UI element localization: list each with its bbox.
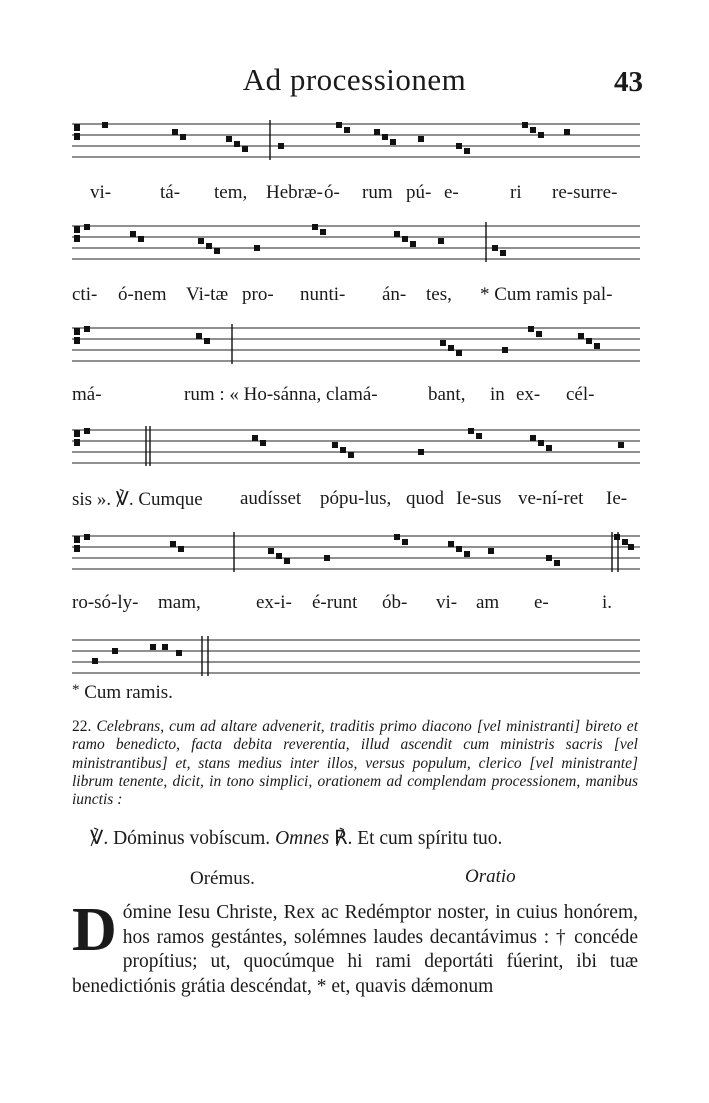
neume-note: [618, 442, 624, 448]
neume-note: [176, 650, 182, 656]
neume-note: [538, 132, 544, 138]
neume-note: [226, 136, 232, 142]
c-clef-icon: [74, 536, 80, 552]
neume-note: [502, 347, 508, 353]
asterisk-icon: *: [72, 682, 80, 698]
neume-note: [112, 648, 118, 654]
neume-note: [198, 238, 204, 244]
neume-note: [374, 129, 380, 135]
c-clef-icon: [74, 328, 80, 344]
rubric-star-note: [72, 682, 173, 704]
neume-note: [594, 343, 600, 349]
chant-lyrics: [72, 182, 640, 204]
lyric-syllable: cél-: [566, 384, 595, 405]
lyric-syllable: sis ». ℣. Cumque: [72, 489, 203, 510]
c-clef-icon: [74, 226, 80, 242]
neume-note: [130, 231, 136, 237]
page-number: 43: [614, 66, 643, 98]
lyric-syllable: cti-: [72, 284, 98, 305]
lyric-syllable: án-: [382, 284, 407, 305]
lyric-syllable: mam,: [158, 592, 201, 613]
neume-note: [150, 644, 156, 650]
lyric-syllable: rum: [362, 182, 393, 203]
lyric-syllable: pópu-lus,: [320, 488, 392, 509]
neume-note: [394, 231, 400, 237]
neume-note: [394, 534, 400, 540]
lyric-syllable: ri: [510, 182, 522, 203]
neume-note: [448, 541, 454, 547]
neume-note: [278, 143, 284, 149]
neume-note: [276, 553, 282, 559]
lyric-syllable: rum : « Ho-sánna, clamá-: [184, 384, 378, 405]
versicle-response: [90, 826, 502, 850]
chant-staff-line: [72, 530, 640, 583]
neume-note: [268, 548, 274, 554]
staff-lines: [72, 118, 640, 166]
neume-note: [628, 544, 634, 550]
neume-note: [84, 534, 90, 540]
neume-note: [332, 442, 338, 448]
neume-note: [382, 134, 388, 140]
staff-lines: [72, 322, 640, 370]
neume-note: [522, 122, 528, 128]
neume-note: [438, 238, 444, 244]
lyric-syllable: in: [490, 384, 505, 405]
lyric-syllable: e-: [444, 182, 459, 203]
neume-note: [320, 229, 326, 235]
neume-note: [536, 331, 542, 337]
c-clef-icon: [74, 124, 80, 140]
lyric-syllable: ób-: [382, 592, 408, 613]
neume-note: [622, 539, 628, 545]
neume-note: [284, 558, 290, 564]
page-title: Ad processionem: [242, 62, 467, 97]
chant-staff-line: [72, 220, 640, 273]
neume-note: [456, 350, 462, 356]
lyric-syllable: má-: [72, 384, 102, 405]
chant-staff-line: [72, 424, 640, 477]
lyric-syllable: ro-só-ly-: [72, 592, 139, 613]
neume-note: [500, 250, 506, 256]
neume-note: [348, 452, 354, 458]
response-sign: ℟.: [334, 828, 353, 849]
neume-note: [538, 440, 544, 446]
lyric-syllable: re-surre-: [552, 182, 618, 203]
neume-note: [488, 548, 494, 554]
response-text: Et cum spíritu tuo.: [357, 828, 503, 849]
neume-note: [448, 345, 454, 351]
neume-note: [170, 541, 176, 547]
lyric-syllable: Ie-sus: [456, 488, 502, 509]
neume-note: [492, 245, 498, 251]
chant-lyrics: [72, 284, 640, 306]
lyric-syllable: ó-nem: [118, 284, 167, 305]
neume-note: [84, 224, 90, 230]
chant-lyrics: [72, 488, 640, 510]
lyric-syllable: bant,: [428, 384, 466, 405]
neume-note: [340, 447, 346, 453]
lyric-syllable: vi-: [436, 592, 458, 613]
chant-lyrics: [72, 592, 640, 614]
oremus-heading: Orémus.: [190, 868, 255, 889]
lyric-syllable: tem,: [214, 182, 248, 203]
omnes-label: Omnes: [275, 828, 330, 849]
neume-note: [206, 243, 212, 249]
neume-note: [402, 236, 408, 242]
lyric-syllable: Vi-tæ: [186, 284, 229, 305]
neume-note: [336, 122, 342, 128]
neume-note: [162, 644, 168, 650]
neume-note: [214, 248, 220, 254]
neume-note: [254, 245, 260, 251]
neume-note: [468, 428, 474, 434]
neume-note: [242, 146, 248, 152]
lyric-syllable: pú-: [406, 182, 432, 203]
neume-note: [440, 340, 446, 346]
neume-note: [84, 326, 90, 332]
staff-lines: [72, 530, 640, 578]
lyric-syllable: ex-i-: [256, 592, 292, 613]
lyric-syllable: tá-: [160, 182, 181, 203]
instruction-text: Celebrans, cum ad altare advenerit, traditis primo diacono [vel ministranti] bireto et ramo benedicto, facta debita reverentia, illud ascendit cum ministris sacris [vel ministrantibus] et, stans medius inter illos, versus populum, clerico [vel ministrante] librum tenente, dicit, in tono simplici, orationem ad complendam processionem, manibus iunctis :: [72, 718, 638, 809]
neume-note: [102, 122, 108, 128]
lyric-syllable: é-runt: [312, 592, 358, 613]
neume-note: [180, 134, 186, 140]
rubric-star-text: Cum ramis.: [84, 682, 173, 703]
neume-note: [324, 555, 330, 561]
collect-prayer: [72, 896, 638, 999]
neume-note: [456, 143, 462, 149]
neume-note: [196, 333, 202, 339]
versicle-sign: ℣.: [90, 828, 109, 849]
neume-note: [390, 139, 396, 145]
chant-lyrics: [72, 384, 640, 406]
staff-lines: [72, 634, 640, 682]
neume-note: [546, 445, 552, 451]
chant-staff-line: [72, 118, 640, 171]
neume-note: [402, 539, 408, 545]
neume-note: [530, 435, 536, 441]
neume-note: [260, 440, 266, 446]
staff-lines: [72, 220, 640, 268]
c-clef-icon: [74, 430, 80, 446]
lyric-syllable: i.: [602, 592, 613, 613]
neume-note: [476, 433, 482, 439]
neume-note: [84, 428, 90, 434]
neume-note: [586, 338, 592, 344]
neume-note: [456, 546, 462, 552]
lyric-syllable: Ie-: [606, 488, 628, 509]
lyric-syllable: ve-ní-ret: [518, 488, 584, 509]
neume-note: [564, 129, 570, 135]
neume-note: [204, 338, 210, 344]
neume-note: [344, 127, 350, 133]
lyric-syllable: ó-: [324, 182, 340, 203]
instruction-number: 22.: [72, 718, 92, 735]
staff-lines: [72, 424, 640, 472]
lyric-syllable: Hebræ-: [266, 182, 323, 203]
lyric-syllable: am: [476, 592, 500, 613]
neume-note: [172, 129, 178, 135]
lyric-syllable: e-: [534, 592, 549, 613]
neume-note: [546, 555, 552, 561]
neume-note: [234, 141, 240, 147]
neume-note: [418, 449, 424, 455]
neume-note: [528, 326, 534, 332]
neume-note: [578, 333, 584, 339]
neume-note: [464, 551, 470, 557]
lyric-syllable: tes,: [426, 284, 452, 305]
neume-note: [252, 435, 258, 441]
neume-note: [530, 127, 536, 133]
prayer-text: ómine Iesu Christe, Rex ac Redémptor noster, in cuius honórem, hos ramos gestántes, solémnes laudes decantávimus : † concéde propítius; ut, quocúmque hi rami deportáti fúerint, ibi tuæ benedictiónis grátia descéndat, * et, quavis dǽmonum: [72, 902, 638, 997]
neume-note: [92, 658, 98, 664]
drop-cap-initial: D: [72, 896, 117, 964]
lyric-syllable: pro-: [242, 284, 274, 305]
chant-staff-line-final: [72, 634, 640, 687]
neume-note: [464, 148, 470, 154]
rubric-instruction: [72, 718, 638, 809]
oratio-heading: Oratio: [465, 866, 516, 887]
neume-note: [554, 560, 560, 566]
neume-note: [614, 534, 620, 540]
lyric-syllable: ex-: [516, 384, 541, 405]
neume-note: [312, 224, 318, 230]
neume-note: [178, 546, 184, 552]
lyric-syllable: audísset: [240, 488, 302, 509]
neume-note: [410, 241, 416, 247]
neume-note: [138, 236, 144, 242]
versicle-text: Dóminus vobíscum.: [113, 828, 271, 849]
chant-staff-line: [72, 322, 640, 375]
lyric-syllable: vi-: [90, 182, 112, 203]
lyric-syllable: quod: [406, 488, 444, 509]
neume-note: [418, 136, 424, 142]
lyric-syllable: * Cum ramis pal-: [480, 284, 613, 305]
lyric-syllable: nunti-: [300, 284, 346, 305]
